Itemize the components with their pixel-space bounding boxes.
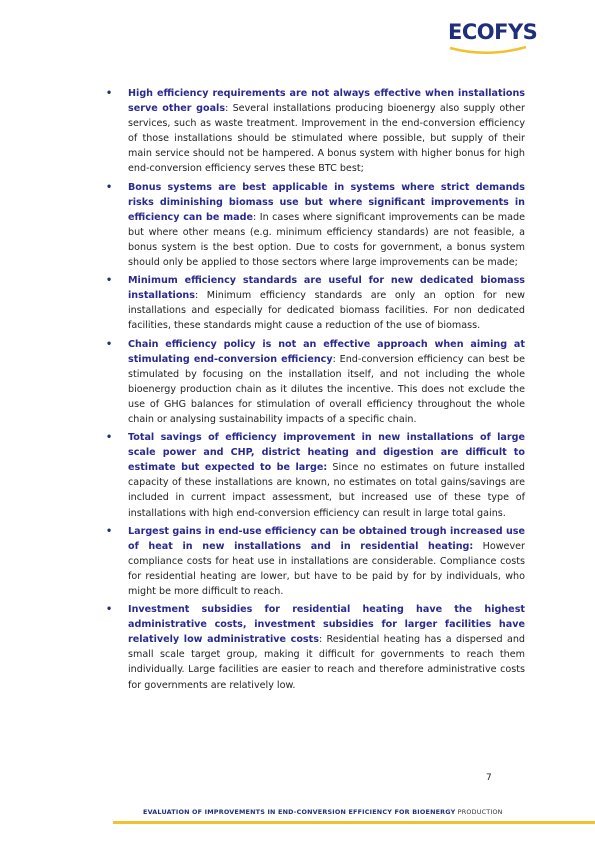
item-body: : Residential heating has a dispersed and small scale target group, making it difficult for governments to reach them individually. Large facilities are easier to reach and therefore administrative costs for governments are relatively low. (128, 634, 525, 691)
item-lead: Chain efficiency policy is not an effective approach when aiming at stimulating end-conversion efficiency (128, 338, 525, 365)
list-item (104, 86, 525, 177)
item-body: : Several installations producing bioenergy also supply other services, such as waste treatment. Improvement in the end-conversion efficiency of those installations should be stimulated where possible, but supply of their main service should not be hampered. A bonus system with higher bonus for high end-conversion efficiency serves these BTC best; (128, 103, 525, 175)
footer-divider (113, 821, 595, 824)
list-item (104, 180, 525, 271)
list-item (104, 430, 525, 521)
bullet-icon: • (106, 338, 113, 350)
list-item (104, 602, 525, 693)
page-number: 7 (486, 773, 492, 783)
item-body: : In cases where significant improvements can be made but where other means (e.g. minimum efficiency standards) are not feasible, a bonus system is the best option. Due to costs for government, a bonus system should only be applied to those sectors where large improvements can be made; (128, 211, 525, 269)
item-lead: Investment subsidies for residential heating have the highest administrative costs, investment subsidies for larger facilities have relatively low administrative costs (128, 604, 525, 646)
item-lead: Largest gains in end-use efficiency can be obtained trough increased use of heat in new installations and in residential heating: (128, 525, 525, 552)
list-item (104, 273, 525, 333)
ecofys-logo (448, 20, 538, 54)
logo-text: ECOFYS (448, 20, 538, 44)
item-body: : End-conversion efficiency can best be stimulated by focusing on the installation itself, and not including the whole bioenergy production chain as it dilutes the incentive. This does not exclude the use of GHG balances for stimulation of overall efficiency throughout the whole chain or analysing sustainability impacts of a specific chain. (128, 353, 525, 425)
item-body: : Minimum efficiency standards are only an option for new installations and especially for dedicated biomass facilities. For non dedicated facilities, these standards might cause a reduction of the use of biomass. (128, 290, 525, 332)
item-lead: Bonus systems are best applicable in systems where strict demands risks diminishing biomass use but where significant improvements in efficiency can be made (128, 181, 525, 223)
bullet-icon: • (106, 604, 113, 616)
logo-swoosh-icon (448, 46, 528, 56)
list-item (104, 524, 525, 599)
list-item (104, 337, 525, 428)
item-lead: Minimum efficiency standards are useful for new dedicated biomass installations (128, 275, 525, 302)
bullet-icon: • (106, 432, 113, 444)
item-body: Since no estimates on future installed capacity of these installations are known, no estimates on total gains/savings are included in current impact assessment, but increased use of these type of installations with high end-conversion efficiency can result in large total gains. (128, 462, 525, 519)
bullet-icon: • (106, 88, 113, 99)
bullet-icon: • (106, 525, 113, 537)
bullet-list (104, 86, 525, 696)
bullet-icon: • (106, 275, 113, 287)
item-lead: Total savings of efficiency improvement in new installations of large scale power and CHP, district heating and digestion are difficult to estimate but expected to be large: (128, 432, 525, 474)
bullet-icon: • (106, 181, 113, 193)
footer-title (143, 808, 503, 816)
item-body: However compliance costs for heat use in installations are considerable. Compliance costs for residential heating are lower, but have to be paid by for by individuals, who might be more difficult to reach. (128, 540, 525, 597)
footer-title-main: EVALUATION OF IMPROVEMENTS IN END-CONVERSION EFFICIENCY FOR BIOENERGY (143, 808, 456, 816)
footer-title-suffix: PRODUCTION (455, 808, 503, 816)
item-lead: High efficiency requirements are not always effective when installations serve other goals (128, 88, 525, 115)
